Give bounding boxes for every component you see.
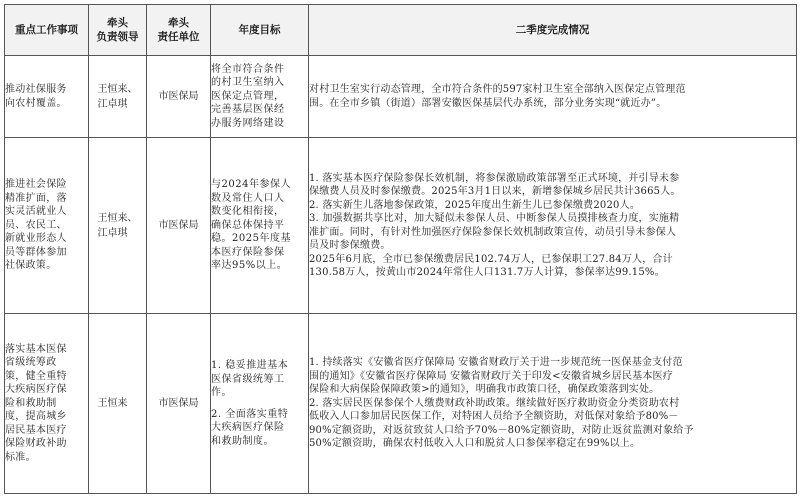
item-line: 员等群体参加 [5, 246, 67, 258]
header-target-label: 年度目标 [238, 24, 281, 36]
target-line: 稳。2025年度基 [211, 233, 291, 245]
item-line: 社保政策。 [5, 260, 57, 272]
table-row [5, 138, 797, 314]
progress-line: 对村卫生室实行动态管理，全市符合条件的597家村卫生室全部纳入医保定点管理范 [309, 84, 686, 95]
header-item [5, 5, 89, 56]
target-spacer [211, 400, 308, 408]
leader-line: 江卓琪 [97, 227, 128, 239]
item-cell [5, 314, 89, 494]
progress-cell [309, 138, 797, 314]
unit-cell [147, 138, 211, 314]
target-line: 和救助制度。 [211, 435, 274, 447]
progress-line: 3. 加强数据共享比对，加大疑似未参保人员、中断参保人员摸排核查力度，实施精 [309, 213, 680, 224]
item-line: 推进社会保险 [5, 179, 67, 191]
progress-line: 1. 持续落实《安徽省医疗保障局 安徽省财政厅关于进一步规范统一医保基金支付范 [309, 357, 683, 369]
header-unit [147, 5, 211, 56]
target-line: 办服务网络建设 [211, 117, 285, 129]
item-line: 大疾病医疗保 [5, 384, 67, 396]
unit-cell [147, 56, 211, 138]
progress-cell [309, 56, 797, 138]
header-progress-label: 二季度完成情况 [515, 24, 590, 36]
target-cell [211, 138, 309, 314]
progress-line: 130.58万人，按黄山市2024年常住人口131.7万人计算，参保率达99.15%。 [309, 267, 665, 278]
leader-line: 王恒来、 [97, 212, 138, 224]
target-line: 的村卫生室纳入 [211, 77, 285, 89]
work-progress-table [4, 4, 797, 494]
progress-line: 保险和大病保险保障政策>的通知》，明确我市政策口径，确保政策落到实处。 [309, 384, 660, 396]
target-cell [211, 314, 309, 494]
leader-line: 江卓琪 [97, 98, 128, 110]
item-line: 保险财政补助 [5, 438, 67, 450]
unit-text: 市医保局 [158, 397, 199, 409]
item-cell [5, 138, 89, 314]
leader-line: 王恒来 [97, 398, 128, 409]
unit-cell [147, 314, 211, 494]
target-line: 本医疗保险参保 [211, 246, 285, 258]
progress-line: 围。在全市乡镇（街道）部署安徽医保基层代办系统，部分业务实现“就近办”。 [309, 97, 667, 109]
progress-line: 2. 落实居民医保参保个人缴费财政补助政策。继续做好医疗救助资金分类资助农村 [309, 397, 680, 409]
progress-line: 2025年6月底，全市已参保缴费居民102.74万人，已参保职工27.84万人，合计 [309, 253, 673, 265]
header-progress [309, 5, 797, 56]
item-line: 标准。 [5, 451, 36, 463]
progress-line: 1. 落实基本医疗保险参保长效机制，将参保激励政策部署至正式环境，并引导未参 [309, 172, 680, 184]
item-line: 策，健全重特 [5, 370, 67, 382]
item-line: 落实基本医保 [5, 343, 67, 355]
progress-line: 90%定额资助，对返贫致贫人口给予70%－80%定额资助，对防止返贫监测对象给予 [309, 424, 694, 436]
item-line: 员、农民工、 [5, 219, 67, 231]
item-line: 推动社保服务 [5, 84, 67, 95]
header-leader [89, 5, 147, 56]
progress-cell [309, 314, 797, 494]
target-line: 大疾病医疗保险 [211, 422, 285, 433]
target-line: 医保定点管理， [211, 90, 285, 102]
progress-line: 2. 落实新生儿落地参保政策，2025年度出生新生儿已参保缴费2020人。 [309, 199, 641, 211]
progress-line: 准扩面。同时，有针对性加强医疗保险参保长效机制政策宣传，动员引导未参保人 [309, 226, 677, 238]
target-line: 确保总体保持平 [211, 219, 285, 231]
progress-line: 保缴费人员及时参保缴费。2025年3月1日以来，新增参保城乡居民共计3665人。 [309, 186, 681, 197]
item-cell [5, 56, 89, 138]
progress-line: 低收入人口参加居民医保工作，对特困人员给予全额资助，对低保对象给予80%－ [309, 411, 679, 423]
header-leader-line-1: 牵头 [107, 17, 128, 29]
progress-line: 员及时参保缴费。 [309, 240, 391, 251]
target-line: 完善基层医保经 [211, 104, 285, 116]
table-row [5, 56, 797, 138]
leader-cell [89, 138, 147, 314]
unit-text: 市医保局 [158, 219, 199, 231]
header-target [211, 5, 309, 56]
target-cell [211, 56, 309, 138]
item-line: 向农村覆盖。 [5, 97, 67, 109]
target-line: 数及常住人口人 [211, 192, 285, 204]
item-line: 居民基本医疗 [5, 424, 67, 436]
target-line: 与2024年参保人 [211, 179, 291, 191]
table-header-row [5, 5, 797, 56]
item-line: 新就业形态人 [5, 233, 67, 245]
leader-cell [89, 314, 147, 494]
item-line: 实灵活就业人 [5, 206, 67, 218]
item-line: 险和救助制 [5, 397, 57, 409]
header-unit-line-1: 牵头 [168, 17, 189, 29]
target-line: 1. 稳妥推进基本 [211, 360, 289, 371]
leader-line: 王恒来、 [97, 83, 138, 95]
target-line: 作。 [211, 387, 232, 398]
target-line: 率达95%以上。 [211, 260, 288, 272]
progress-line: 50%定额资助，确保农村低收入人口和脱贫人口参保率稳定在99%以上。 [309, 438, 641, 450]
target-line: 2. 全面落实重特 [211, 408, 289, 420]
item-line: 省级统筹政 [5, 357, 57, 369]
item-line: 度，提高城乡 [5, 411, 67, 423]
target-line: 将全市符合条件 [211, 63, 285, 75]
target-line: 医保省级统筹工 [211, 373, 285, 385]
table-row [5, 314, 797, 494]
header-unit-line-2: 责任单位 [157, 31, 200, 43]
header-leader-line-2: 负责领导 [96, 31, 139, 43]
target-line: 数变化相衔接， [211, 206, 285, 218]
unit-text: 市医保局 [158, 90, 199, 102]
item-line: 精准扩面，落 [5, 192, 67, 204]
header-item-label: 重点工作事项 [15, 24, 78, 36]
progress-line: 围的通知》《安徽省医疗保障局 安徽省财政厅关于印发<安徽省城乡居民基本医疗 [309, 370, 673, 382]
leader-cell [89, 56, 147, 138]
